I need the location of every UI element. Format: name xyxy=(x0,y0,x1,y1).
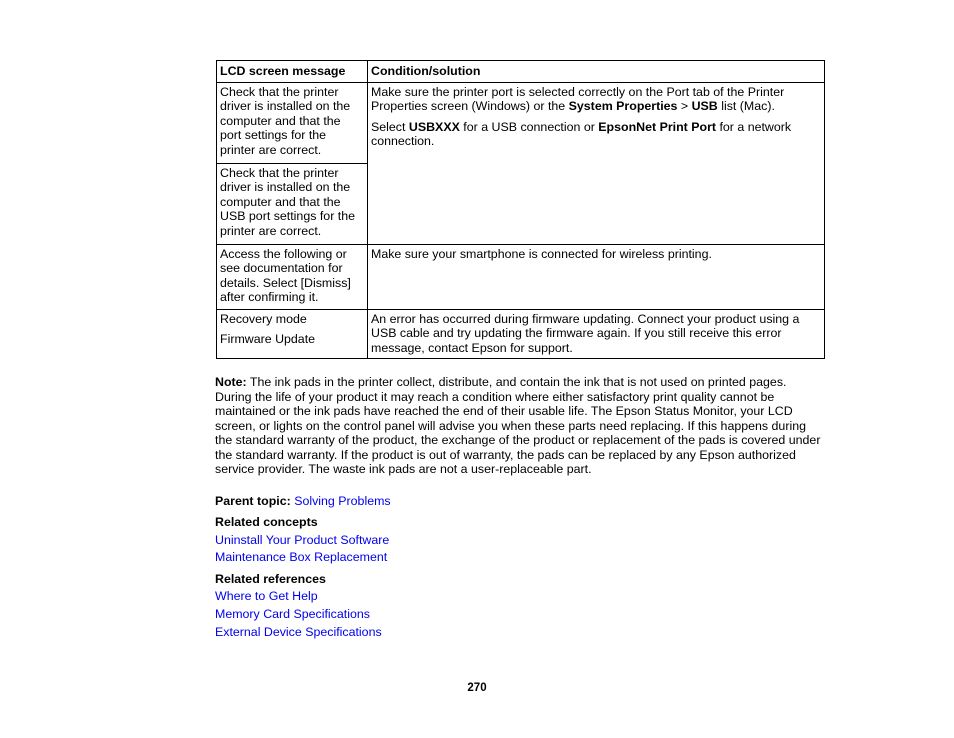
solution-text: Make sure the printer port is selected correctly on the Port tab of the Printer Properties screen (Windows) or the xyxy=(371,84,785,113)
column-header-lcd-message: LCD screen message xyxy=(217,61,368,83)
related-reference-link[interactable]: Where to Get Help xyxy=(215,589,318,603)
note-label: Note: xyxy=(215,375,247,389)
column-header-condition: Condition/solution xyxy=(368,61,825,83)
solution-text: Select xyxy=(371,119,409,134)
solution-text: for a USB connection or xyxy=(459,119,599,134)
related-concept-link[interactable]: Maintenance Box Replacement xyxy=(215,550,388,564)
lcd-message-cell: Access the following or see documentation for details. Select [Dismiss] after confirming it. xyxy=(217,244,368,309)
solution-text: > xyxy=(677,99,692,113)
lcd-message-cell: Check that the printer driver is installed on the computer and that the USB port settings for the printer are correct. xyxy=(217,163,368,244)
table-header-row xyxy=(217,61,825,83)
table-row xyxy=(217,244,825,309)
solution-paragraph xyxy=(371,120,821,149)
related-concepts-heading: Related concepts xyxy=(215,515,318,529)
page-number: 270 xyxy=(467,682,487,694)
system-properties-label: System Properties xyxy=(568,99,678,113)
recovery-mode-text: Recovery mode xyxy=(220,311,307,326)
parent-topic xyxy=(215,494,391,509)
solution-text: for a network connection. xyxy=(371,119,792,148)
lcd-message-cell: Check that the printer driver is installed on the computer and that the port settings for the printer are correct. xyxy=(217,82,368,163)
parent-topic-label: Parent topic: xyxy=(215,494,291,508)
related-reference-link[interactable]: Memory Card Specifications xyxy=(215,607,370,621)
lcd-message-cell xyxy=(217,309,368,359)
note-paragraph xyxy=(215,375,825,477)
epsonnet-print-port-label: EpsonNet Print Port xyxy=(598,119,717,134)
firmware-update-text: Firmware Update xyxy=(220,332,316,346)
solution-cell: An error has occurred during firmware updating. Connect your product using a USB cable and try updating the firmware again. If you still receive this error message, contact Epson for support. xyxy=(368,309,825,359)
solution-paragraph xyxy=(371,85,821,114)
usbxxx-label: USBXXX xyxy=(408,119,460,134)
table-row xyxy=(217,309,825,359)
solution-text: list (Mac). xyxy=(717,99,775,113)
related-concept-link[interactable]: Uninstall Your Product Software xyxy=(215,533,390,547)
parent-topic-link[interactable]: Solving Problems xyxy=(294,494,391,508)
related-references-heading: Related references xyxy=(215,572,326,586)
usb-label: USB xyxy=(691,99,718,113)
error-table xyxy=(216,60,825,359)
solution-cell: Make sure your smartphone is connected for wireless printing. xyxy=(368,244,825,309)
note-text: The ink pads in the printer collect, distribute, and contain the ink that is not used on printed pages. During the life of your product it may reach a condition where either satisfactory print quality cannot be maintained or the ink pads have reached the end of their usable life. The Epson Status Monitor, your LCD screen, or lights on the control panel will advise you when these parts need replacing. If this happens during the standard warranty of the product, the exchange of the product or replacement of the pads is covered under the standard warranty. If the product is out of warranty, the pads can be replaced by any Epson authorized service provider. The waste ink pads are not a user-replaceable part. xyxy=(215,375,821,476)
related-reference-link[interactable]: External Device Specifications xyxy=(215,625,382,639)
table-row xyxy=(217,82,825,163)
solution-cell xyxy=(368,82,825,244)
